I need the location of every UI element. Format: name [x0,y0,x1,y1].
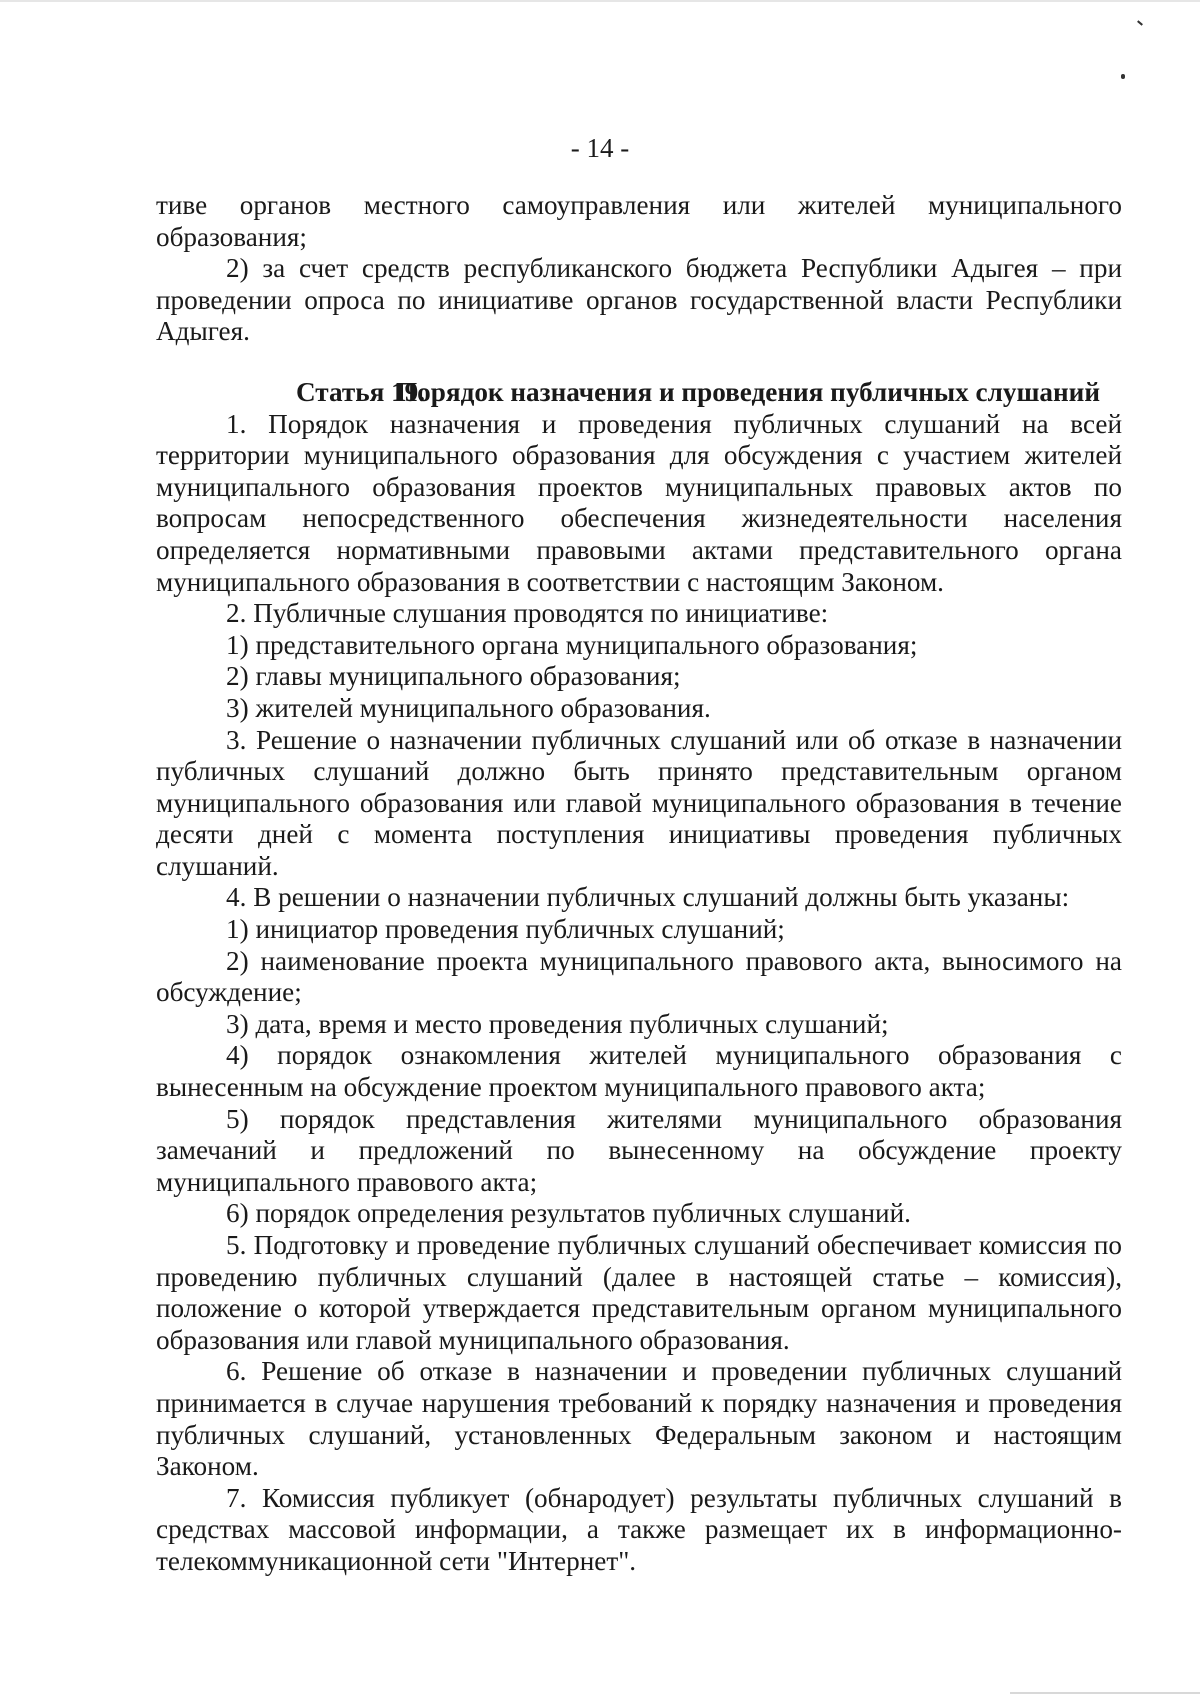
list-item: 5) порядок представления жителями муниципального образования замечаний и предложений по вынесенному на обсуждение проекту муниципального правового акта; [156,1103,1122,1197]
paragraph: 2. Публичные слушания проводятся по инициативе: [226,598,829,629]
scan-artifact-mark [1137,20,1143,25]
list-item: 2) главы муниципального образования; [226,661,681,692]
list-item: 3) жителей муниципального образования. [226,692,711,723]
list-item: 3) дата, время и место проведения публичных слушаний; [226,1008,889,1039]
paragraph: 3. Решение о назначении публичных слушаний или об отказе в назначении публичных слушаний должно быть принято представительным органом муниципального образования или главой муниципального образования в течение десяти дней с момента поступления инициативы проведения публичных слушаний. [156,724,1122,881]
scan-artifact-dot [1121,74,1125,79]
paragraph: 7. Комиссия публикует (обнародует) результаты публичных слушаний в средствах массовой информации, а также размещает их в информационно-телекоммуникационной сети "Интернет". [156,1482,1122,1576]
list-item: 4) порядок ознакомления жителей муниципального образования с вынесенным на обсуждение проектом муниципального правового акта; [156,1040,1122,1103]
article-title: Порядок назначения и проведения публичных слушаний [396,376,1100,407]
list-item: 2) наименование проекта муниципального правового акта, выносимого на обсуждение; [156,945,1122,1008]
paragraph: 2) за счет средств республиканского бюджета Республики Адыгея – при проведении опроса по инициативе органов государственной власти Республики Адыгея. [156,253,1122,347]
article-number: Статья 19. [296,376,426,407]
article-heading [156,377,1122,409]
paragraph: 4. В решении о назначении публичных слушаний должны быть указаны: [226,882,1070,913]
scan-bottom-edge [1010,1692,1200,1694]
page-number: - 14 - [570,133,630,163]
paragraph: 5. Подготовку и проведение публичных слушаний обеспечивает комиссия по проведению публичных слушаний (далее в настоящей статье – комиссия), положение о которой утверждается представительным органом муниципального образования или главой муниципального образования. [156,1230,1122,1355]
paragraph-continued: тиве органов местного самоуправления или жителей муниципального образования; [156,190,1122,252]
scan-top-edge [0,0,1200,2]
list-item: 1) инициатор проведения публичных слушаний; [226,914,785,945]
paragraph: 1. Порядок назначения и проведения публичных слушаний на всей территории муниципального образования для обсуждения с участием жителей муниципального образования проектов муниципальных правовых актов по вопросам непосредственного обеспечения жизнедеятельности населения определяется нормативными правовыми актами представительного органа муниципального образования в соответствии с настоящим Законом. [156,408,1122,597]
list-item: 6) порядок определения результатов публичных слушаний. [226,1198,911,1229]
paragraph: 6. Решение об отказе в назначении и проведении публичных слушаний принимается в случае нарушения требований к порядку назначения и проведения публичных слушаний, установленных Федеральным законом и настоящим Законом. [156,1356,1122,1482]
list-item: 1) представительного органа муниципального образования; [226,629,918,660]
document-body [156,190,1122,1578]
